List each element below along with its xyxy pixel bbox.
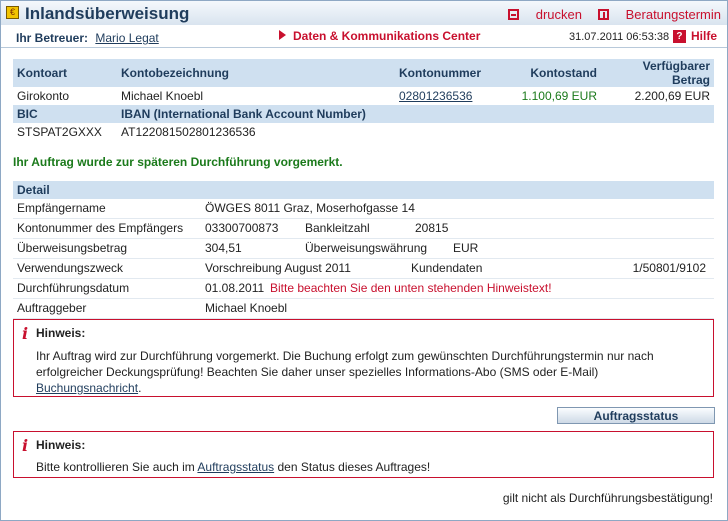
col-kontonummer: Kontonummer — [395, 59, 503, 87]
info-bar — [1, 25, 727, 48]
print-label: drucken — [535, 7, 582, 22]
advisor-link[interactable]: Mario Legat — [95, 31, 159, 45]
empty-header-cell — [395, 105, 503, 123]
page-title: Inlandsüberweisung — [25, 4, 190, 23]
purpose-label: Verwendungszweck — [17, 261, 124, 275]
order-status-link[interactable]: Auftragsstatus — [197, 460, 275, 474]
detail-row — [13, 299, 714, 319]
appointment-icon — [598, 9, 609, 20]
hint-text — [36, 348, 706, 396]
recipient-account-value: 03300700873 — [205, 221, 279, 235]
status-message: Ihr Auftrag wurde zur späteren Durchführung vorgemerkt. — [13, 155, 343, 169]
detail-section — [13, 181, 714, 319]
appointment-label: Beratungstermin — [625, 7, 721, 22]
col-verfuegbar: Verfügbarer Betrag — [601, 59, 714, 87]
info-icon: i — [22, 324, 29, 343]
execution-date-label: Durchführungsdatum — [17, 281, 130, 295]
recipient-value: ÖWGES 8011 Graz, Moserhofgasse 14 — [205, 201, 415, 215]
empty-header-cell — [601, 105, 714, 123]
detail-row — [13, 279, 714, 299]
hint-box-status — [13, 431, 714, 478]
recipient-label: Empfängername — [17, 201, 106, 215]
execution-date-value: 01.08.2011 — [205, 281, 265, 295]
col-kontostand: Kontostand — [503, 59, 601, 87]
purpose-value: Vorschreibung August 2011 — [205, 261, 351, 275]
empty-cell — [395, 123, 503, 141]
amount-label: Überweisungsbetrag — [17, 241, 128, 255]
hint-prefix: Bitte kontrollieren Sie auch im — [36, 460, 198, 474]
payer-value: Michael Knoebl — [205, 301, 288, 315]
col-kontoart: Kontoart — [13, 59, 117, 87]
footer-note: gilt nicht als Durchführungsbestätigung! — [502, 491, 713, 505]
arrow-right-icon — [279, 30, 286, 40]
datetime: 31.07.2011 06:53:38 — [569, 31, 670, 43]
account-available: 2.200,69 EUR — [601, 87, 714, 105]
iban-header-row — [13, 105, 714, 123]
payer-label: Auftraggeber — [17, 301, 87, 315]
amount-value: 304,51 — [205, 241, 242, 255]
hint-line — [36, 380, 706, 396]
info-icon: i — [22, 436, 29, 455]
account-row — [13, 87, 714, 105]
iban-row — [13, 123, 714, 141]
advisor — [16, 31, 159, 45]
title-bar — [1, 1, 727, 26]
blz-label: Bankleitzahl — [305, 221, 370, 235]
hint-suffix: . — [138, 381, 142, 395]
empty-cell — [601, 123, 714, 141]
detail-row — [13, 239, 714, 259]
empty-header-cell — [503, 105, 601, 123]
account-name: Michael Knoebl — [117, 87, 395, 105]
account-balance: 1.100,69 EUR — [503, 87, 601, 105]
top-actions — [496, 7, 721, 23]
col-iban: IBAN (International Bank Account Number) — [117, 105, 395, 123]
order-status-button[interactable]: Auftragsstatus — [557, 407, 715, 424]
execution-date-note: Bitte beachten Sie den unten stehenden Hinweistext! — [270, 281, 552, 295]
communication-center-link[interactable] — [279, 29, 480, 43]
currency-label: Überweisungswährung — [305, 241, 428, 255]
print-icon — [508, 9, 519, 20]
help-icon: ? — [673, 30, 686, 43]
hint-text — [36, 459, 706, 475]
detail-row — [13, 219, 714, 239]
hint-line: erfolgreicher Deckungsprüfung! Beachten Sie daher unser spezielles Informations-Abo (SMS oder E-Mail) — [36, 365, 599, 379]
currency-value: EUR — [453, 241, 479, 255]
account-number-link[interactable]: 02801236536 — [399, 89, 473, 103]
account-table — [13, 59, 714, 141]
booking-notification-link[interactable]: Buchungsnachricht — [36, 381, 139, 395]
help-label: Hilfe — [690, 29, 717, 43]
col-bic: BIC — [13, 105, 117, 123]
communication-center-label: Daten & Kommunikations Center — [293, 29, 481, 43]
recipient-account-label: Kontonummer des Empfängers — [17, 221, 184, 235]
hint-line: Ihr Auftrag wird zur Durchführung vorgemerkt. Die Buchung erfolgt zum gewünschten Durchführungstermin nur nach — [36, 349, 654, 363]
hint-title: Hinweis: — [36, 438, 86, 452]
detail-row — [13, 199, 714, 219]
appointment-link[interactable] — [598, 7, 721, 22]
bic-value: STSPAT2GXXX — [13, 123, 117, 141]
iban-value: AT122081502801236536 — [117, 123, 395, 141]
blz-value: 20815 — [415, 221, 449, 235]
detail-title: Detail — [13, 181, 714, 199]
print-link[interactable] — [508, 7, 582, 22]
hint-suffix: den Status dieses Auftrages! — [274, 460, 431, 474]
advisor-label: Ihr Betreuer: — [16, 31, 89, 45]
hint-box-booking — [13, 319, 714, 397]
customer-label: Kundendaten — [411, 261, 483, 275]
transfer-icon: € — [6, 6, 19, 19]
account-header-row — [13, 59, 714, 87]
customer-value: 1/50801/9102 — [632, 261, 706, 275]
account-number-cell — [395, 87, 503, 105]
col-kontobezeichnung: Kontobezeichnung — [117, 59, 395, 87]
hint-title: Hinweis: — [36, 326, 86, 340]
empty-cell — [503, 123, 601, 141]
detail-row — [13, 259, 714, 279]
account-type: Girokonto — [13, 87, 117, 105]
help-link[interactable] — [673, 29, 717, 43]
